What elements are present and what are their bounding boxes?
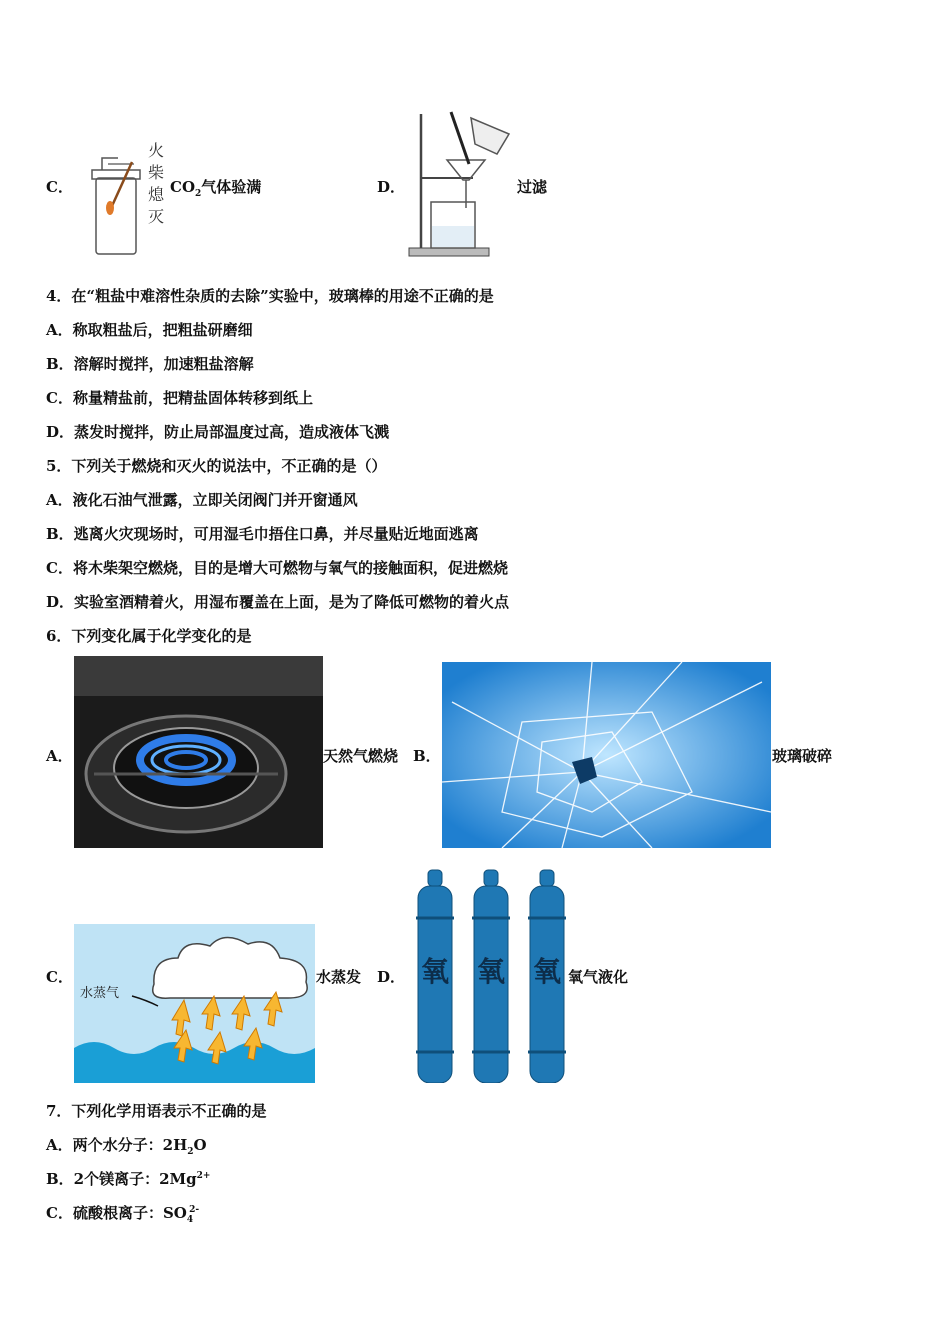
q4-option-d: D．蒸发时搅拌，防止局部温度过高，造成液体飞溅 <box>46 423 390 441</box>
filtration-figure <box>405 108 515 260</box>
q3-option-d-text: 过滤 <box>517 178 548 196</box>
q5-option-a: A．液化石油气泄露，立即关闭阀门并开窗通风 <box>46 491 358 509</box>
q7-option-a: A．两个水分子：$2H_2O$ <box>46 1136 207 1157</box>
q6-option-b-label: B． <box>413 747 441 765</box>
gas-stove-photo <box>74 656 323 848</box>
q6-option-b-text: 玻璃破碎 <box>772 747 833 765</box>
q3-option-c-text: $CO_2$气体验满 <box>170 178 262 199</box>
filter-apparatus-icon <box>405 108 515 260</box>
q5-option-b: B．逃离火灾现场时，可用湿毛巾捂住口鼻，并尽量贴近地面逃离 <box>46 525 479 543</box>
q7-option-c: C．硫酸根离子：$SO_4^{2-}$ <box>46 1204 200 1225</box>
oxygen-cylinders-photo <box>414 866 567 1083</box>
evaporation-icon <box>74 924 315 1083</box>
q6-option-c-text: 水蒸发 <box>316 968 362 986</box>
q3-option-d-label: D． <box>377 178 406 196</box>
q6-option-d-label: D． <box>377 968 406 986</box>
co2-test-figure <box>88 140 168 258</box>
q7-option-b: B．2个镁离子：$2Mg^{2+}$ <box>46 1170 211 1188</box>
cylinder-label-2: 氧 <box>477 955 506 988</box>
q6-option-c-label: C． <box>46 968 73 986</box>
q5-option-d: D．实验室酒精着火，用湿布覆盖在上面，是为了降低可燃物的着火点 <box>46 593 510 611</box>
q6-option-a-text: 天然气燃烧 <box>323 747 399 765</box>
q4-option-b: B．溶解时搅拌，加速粗盐溶解 <box>46 355 254 373</box>
cylinder-label-1: 氧 <box>421 955 450 988</box>
q3-option-c-label: C． <box>46 178 73 196</box>
gas-flame-icon <box>74 656 323 848</box>
q4-stem: 4．在“粗盐中难溶性杂质的去除”实验中，玻璃棒的用途不正确的是 <box>46 287 494 305</box>
q6-stem: 6．下列变化属于化学变化的是 <box>46 627 252 645</box>
cracked-glass-icon <box>442 662 771 848</box>
q6-option-a-label: A． <box>46 747 73 765</box>
q4-option-c: C．称量精盐前，把精盐固体转移到纸上 <box>46 389 313 407</box>
q5-stem: 5．下列关于燃烧和灭火的说法中，不正确的是（） <box>46 457 387 475</box>
water-vapor-label: 水蒸气 <box>80 986 120 1001</box>
match-out-caption: 火柴熄灭 <box>148 141 165 226</box>
q6-option-d-text: 氧气液化 <box>568 968 629 986</box>
q5-option-c: C．将木柴架空燃烧，目的是增大可燃物与氧气的接触面积，促进燃烧 <box>46 559 508 577</box>
cylinder-label-3: 氧 <box>533 955 562 988</box>
q7-stem: 7．下列化学用语表示不正确的是 <box>46 1102 267 1120</box>
broken-glass-photo <box>442 662 771 848</box>
water-evaporation-figure <box>74 924 315 1083</box>
q4-option-a: A．称取粗盐后，把粗盐研磨细 <box>46 321 253 339</box>
